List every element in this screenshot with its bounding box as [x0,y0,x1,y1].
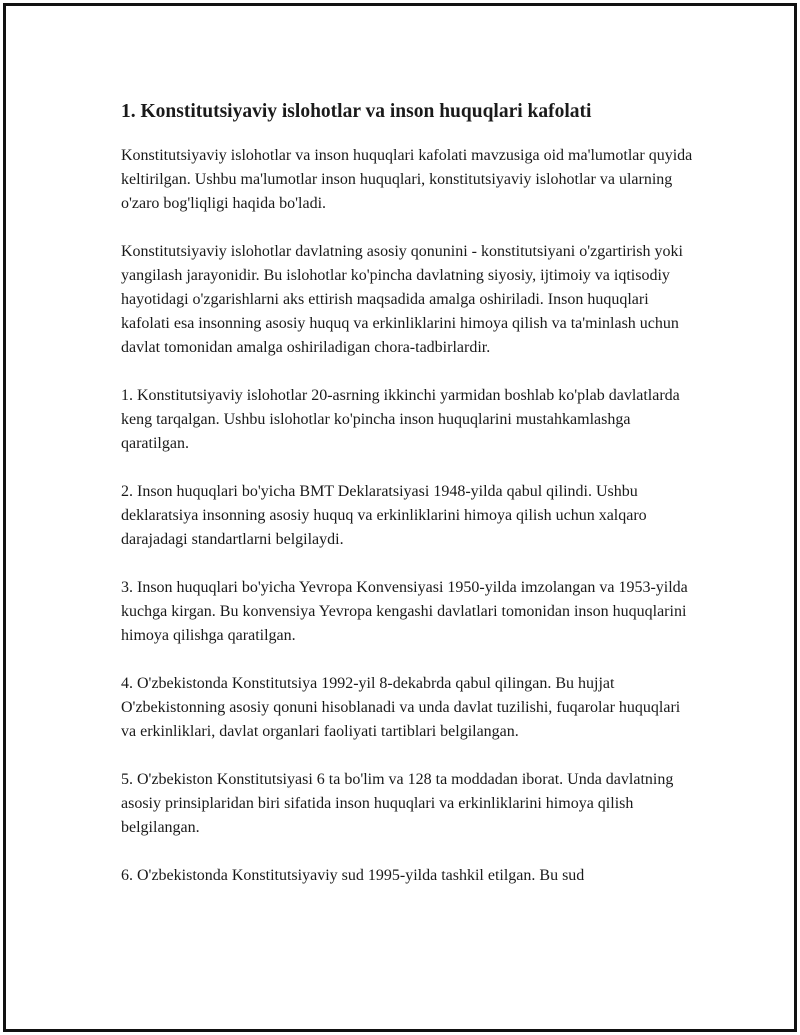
page-frame [3,3,797,1032]
paragraph-definition: Konstitutsiyaviy islohotlar davlatning asosiy qonunini - konstitutsiyani o'zgartirish yoki yangilash jarayonidir. Bu islohotlar ko'pincha davlatning siyosiy, ijtimoiy va iqtisodiy hayotidagi o'zgarishlarni aks ettirish maqsadida amalga oshiriladi. Inson huquqlari kafolati esa insonning asosiy huquq va erkinliklarini himoya qilish va ta'minlash uchun davlat tomonidan amalga oshiriladigan chora-tadbirlardir. [121,243,683,356]
paragraph-point-1: 1. Konstitutsiyaviy islohotlar 20-asrning ikkinchi yarmidan boshlab ko'plab davlatlarda keng tarqalgan. Ushbu islohotlar ko'pincha inson huquqlarini mustahkamlashga qaratilgan. [121,387,680,452]
paragraph-intro: Konstitutsiyaviy islohotlar va inson huquqlari kafolati mavzusiga oid ma'lumotlar quyida keltirilgan. Ushbu ma'lumotlar inson huquqlari, konstitutsiyaviy islohotlar va ularning o'zaro bog'liqligi haqida bo'ladi. [121,147,693,212]
paragraph-point-2: 2. Inson huquqlari bo'yicha BMT Deklaratsiyasi 1948-yilda qabul qilindi. Ushbu deklaratsiya insonning asosiy huquq va erkinliklarini himoya qilish uchun xalqaro darajadagi standartlarni belgilaydi. [121,483,647,548]
document-title: 1. Konstitutsiyaviy islohotlar va inson huquqlari kafolati [121,101,592,122]
paragraph-point-3: 3. Inson huquqlari bo'yicha Yevropa Konvensiyasi 1950-yilda imzolangan va 1953-yilda kuchga kirgan. Bu konvensiya Yevropa kengashi davlatlari tomonidan inson huquqlarini himoya qilishga qaratilgan. [121,579,688,644]
paragraph-point-5: 5. O'zbekiston Konstitutsiyasi 6 ta bo'lim va 128 ta moddadan iborat. Unda davlatning asosiy prinsiplaridan biri sifatida inson huquqlari va erkinliklarini himoya qilish belgilangan. [121,771,674,836]
paragraph-point-4: 4. O'zbekistonda Konstitutsiya 1992-yil 8-dekabrda qabul qilingan. Bu hujjat O'zbekistonning asosiy qonuni hisoblanadi va unda davlat tuzilishi, fuqarolar huquqlari va erkinliklari, davlat organlari faoliyati tartiblari belgilangan. [121,675,681,740]
document-body [121,99,696,912]
paragraph-point-6: 6. O'zbekistonda Konstitutsiyaviy sud 1995-yilda tashkil etilgan. Bu sud [121,867,585,884]
